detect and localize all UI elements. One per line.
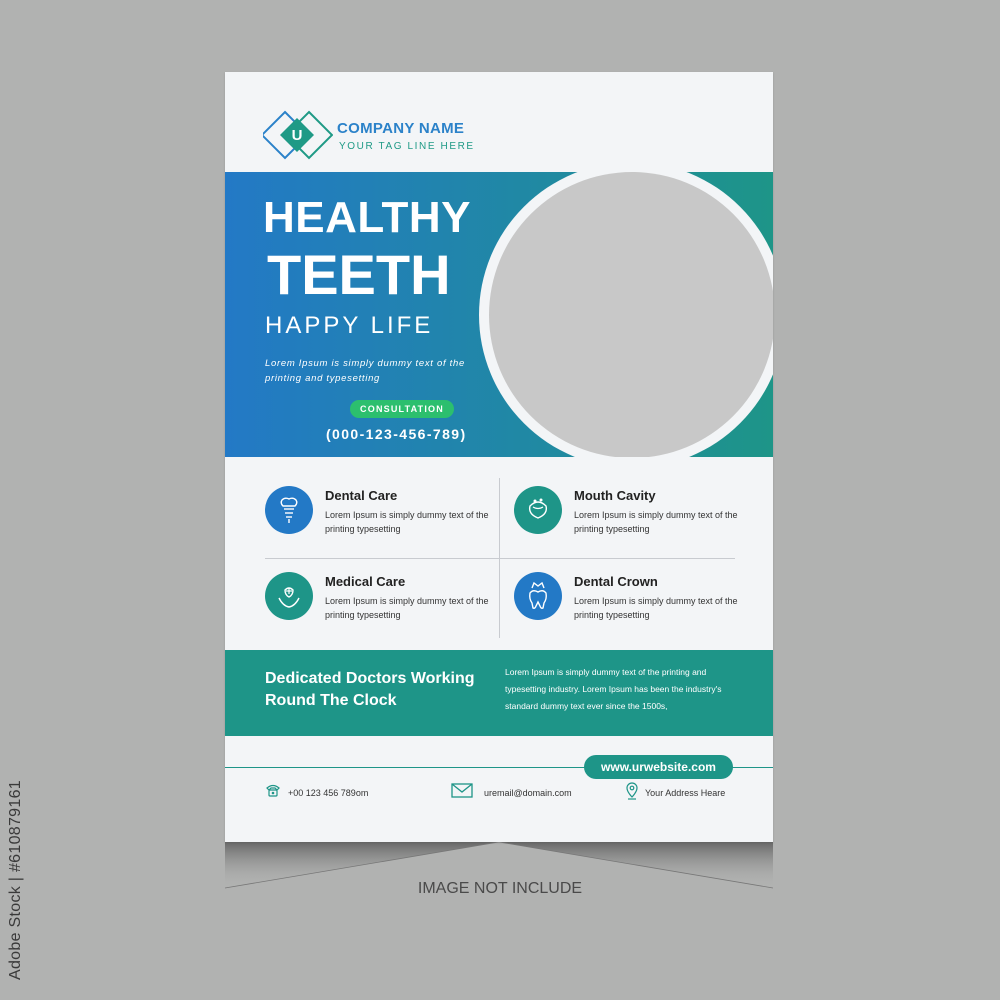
service-dental-crown: [514, 572, 744, 642]
dental-implant-icon: [265, 486, 313, 534]
website-link[interactable]: www.urwebsite.com: [584, 755, 733, 779]
headline-line-1: HEALTHY: [263, 193, 472, 242]
band-description: Lorem Ipsum is simply dummy text of the printing and typesetting industry. Lorem Ipsum has been the industry's standard dummy text ever since the 1500s,: [505, 667, 722, 711]
service-dental-care: [265, 486, 495, 556]
info-band: [225, 650, 773, 736]
service-title: Medical Care: [325, 574, 406, 589]
logo-diamond-icon: [263, 110, 333, 160]
location-pin-icon: [625, 782, 639, 800]
service-mouth-cavity: [514, 486, 744, 556]
footer-address-text: Your Address Heare: [645, 788, 726, 798]
photo-placeholder: [489, 172, 773, 457]
service-title: Dental Crown: [574, 574, 658, 589]
phone-icon: [265, 782, 281, 798]
company-name: COMPANY NAME: [337, 120, 465, 137]
service-description: Lorem Ipsum is simply dummy text of the printing typesetting: [325, 596, 489, 620]
medical-care-icon: [265, 572, 313, 620]
stock-id-label: [6, 770, 26, 990]
service-description: Lorem Ipsum is simply dummy text of the printing typesetting: [325, 510, 489, 534]
consultation-button[interactable]: CONSULTATION: [350, 400, 454, 418]
service-description: Lorem Ipsum is simply dummy text of the printing typesetting: [574, 596, 738, 620]
service-title: Dental Care: [325, 488, 398, 503]
tagline: YOUR TAG LINE HERE: [339, 141, 475, 152]
flyer: [225, 72, 773, 842]
service-title: Mouth Cavity: [574, 488, 656, 503]
hero-description: Lorem Ipsum is simply dummy text of the printing and typesetting: [265, 358, 465, 384]
service-medical-care: [265, 572, 495, 642]
mouth-cavity-icon: [514, 486, 562, 534]
image-not-included-notice: IMAGE NOT INCLUDE: [417, 880, 583, 897]
hero-phone: (000-123-456-789): [326, 426, 467, 442]
footer-phone-text: +00 123 456 789om: [288, 788, 369, 798]
band-title: Dedicated Doctors Working Round The Clock: [265, 670, 475, 709]
logo-letter: U: [291, 127, 303, 144]
dental-crown-icon: [514, 572, 562, 620]
service-description: Lorem Ipsum is simply dummy text of the printing typesetting: [574, 510, 738, 534]
headline-line-2: TEETH: [267, 243, 451, 306]
email-icon: [451, 782, 473, 798]
stock-id-text: Adobe Stock | #610879161: [7, 780, 24, 980]
horizontal-divider: [265, 558, 735, 559]
footer-email-text: uremail@domain.com: [484, 788, 572, 798]
headline-line-3: HAPPY LIFE: [265, 312, 434, 339]
